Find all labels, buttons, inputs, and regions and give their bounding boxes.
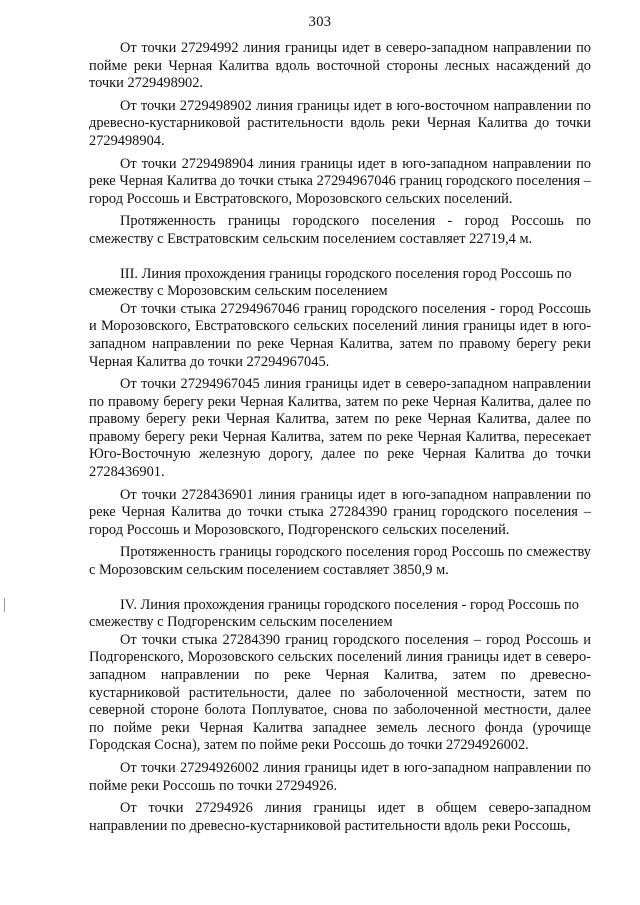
paragraph: От точки 2729498904 линия границы идет в юго-западном направлении по реке Черная Калитва до точки стыка 27294967046 границ городского поселения – город Россошь и Евстратовского, Морозовского сельских поселений. bbox=[89, 155, 591, 207]
paragraph: От точки 27294992 линия границы идет в северо-западном направлении по пойме реки Черная Калитва вдоль восточной стороны лесных насаждений до точки 2729498902. bbox=[89, 40, 591, 92]
paragraph: От точки 27294926002 линия границы идет в юго-западном направлении по пойме реки Россошь по точки 27294926. bbox=[89, 759, 591, 794]
paragraph: Протяженность границы городского поселения город Россошь по смежеству с Морозовским сельским поселением составляет 3850,9 м. bbox=[89, 544, 591, 579]
paragraph: От точки стыка 27294967046 границ городского поселения - город Россошь и Морозовского, Евстратовского сельских поселений линия границы идет в юго-западном направлении по реке Черная Калитва, затем по правому берегу реки Черная Калитва до точки 27294967045. bbox=[89, 300, 591, 370]
paragraph: От точки стыка 27284390 границ городского поселения – город Россошь и Подгоренского, Морозовского сельских поселений линия границы идет в северо-западном направлении по реке Черная Калитва, затем по древесно-кустарниковой растительности, далее по заболоченной местности, затем по северной стороне болота Поплуватое, снова по заболоченной местности, далее по пойме реки Черная Калитва западнее земель лесного фонда (урочище Городская Сосна), затем по пойме реки Россошь до точки 27294926002. bbox=[89, 631, 591, 754]
paragraph: От точки 2728436901 линия границы идет в юго-западном направлении по реке Черная Калитва до точки стыка 27284390 границ городского поселения – город Россошь и Морозовского, Подгоренского сельских поселений. bbox=[89, 486, 591, 538]
section-spacer bbox=[89, 249, 591, 266]
paragraph: От точки 27294926 линия границы идет в общем северо-западном направлении по древесно-кустарниковой растительности вдоль реки Россошь, bbox=[89, 800, 591, 834]
section-heading: IV. Линия прохождения границы городского поселения - город Россошь по смежеству с Подгоренским сельским поселением bbox=[89, 596, 579, 631]
paragraph: Протяженность границы городского поселения - город Россошь по смежеству с Евстратовским сельским поселением составляет 22719,4 м. bbox=[89, 213, 591, 247]
document-body bbox=[89, 40, 591, 835]
section-spacer bbox=[89, 580, 591, 597]
paragraph: От точки 27294967045 линия границы идет в северо-западном направлении по правому берегу реки Черная Калитва, затем по реке Черная Калитва, далее по правому берегу реки Черная Калитва, затем по реке Черная Калитва, далее по правому берегу реки Черная Калитва, затем по реке Черная Калитва, пересекает Юго-Восточную железную дорогу, далее по реке Черная Калитва до точки 2728436901. bbox=[89, 376, 591, 481]
paragraph: От точки 2729498902 линия границы идет в юго-восточном направлении по древесно-кустарниковой растительности вдоль реки Черная Калитва до точки 2729498904. bbox=[89, 97, 591, 149]
page-number: 303 bbox=[308, 14, 332, 30]
section-heading: III. Линия прохождения границы городского поселения город Россошь по смежеству с Морозовским сельским поселением bbox=[89, 265, 572, 300]
scan-artifact-mark bbox=[4, 598, 5, 612]
